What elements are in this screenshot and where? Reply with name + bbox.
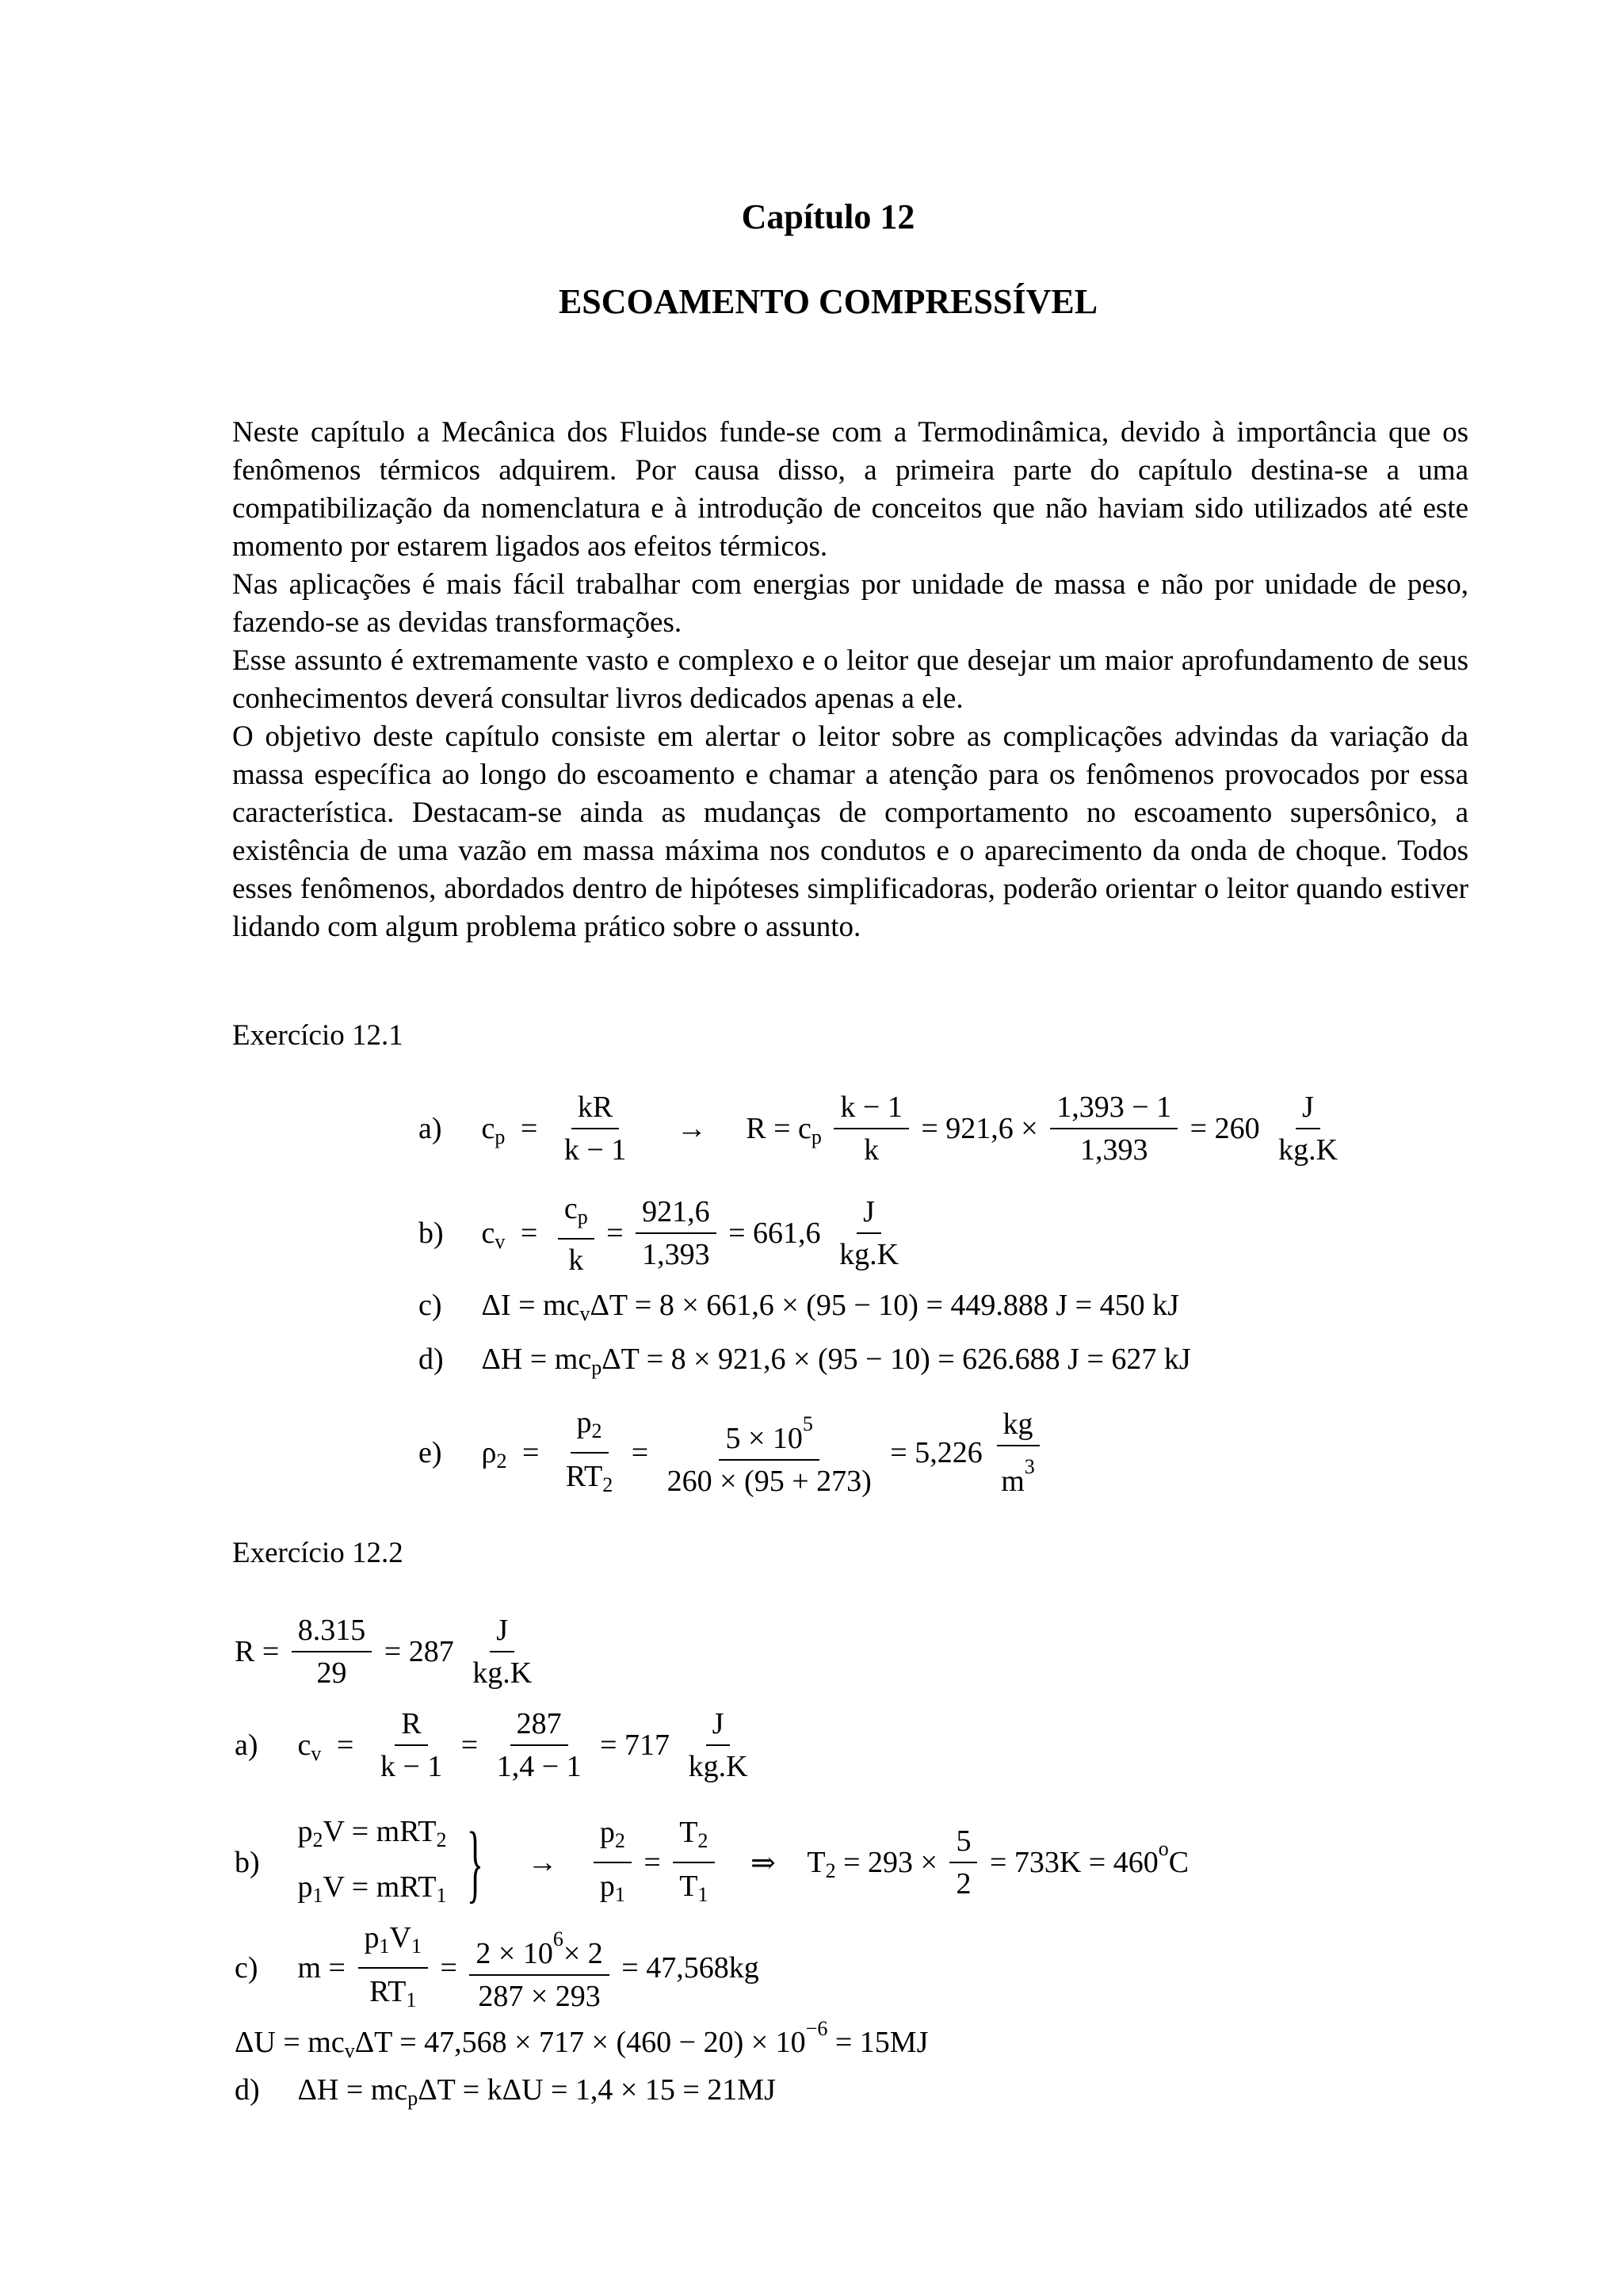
eq-text: m [1001,1464,1025,1498]
eq-text: × 2 [563,1936,603,1970]
denominator: 1,4 − 1 [496,1750,582,1783]
fraction [594,1813,632,1912]
numerator: J [857,1194,881,1234]
eq-symbol: T [679,1870,698,1904]
eq-text: V = mRT [323,1870,437,1904]
eq-symbol: p [599,1816,615,1850]
eq-text: V = mRT [323,1815,437,1849]
eq-operator: = [643,1846,661,1879]
eq-subscript: p [577,1205,588,1228]
eq-operator: = [631,1436,649,1469]
numerator [594,1813,632,1863]
eq-result: = 15MJ [834,2026,929,2060]
eq-superscript: −6 [805,2017,828,2040]
eq-subscript: v [579,1302,590,1325]
denominator: k [568,1244,584,1277]
exercise-12-1-label: Exercício 12.1 [232,1019,403,1052]
ex2-equation-d [235,2070,776,2111]
intro-paragraph-1: Neste capítulo a Mecânica dos Fluidos funde-se com a Termodinâmica, devido à importância que os fenômenos térmicos adquirem. Por causa disso, a primeira parte do capítulo destina-se a uma compatibilização da nomenclatura e à introdução de conceitos que não haviam sido utilizados até este momento por estarem ligados aos efeitos térmicos. [232,416,1468,563]
eq-text: ΔT = 8 × 661,6 × (95 − 10) = 449.888 J = 450 kJ [590,1289,1179,1323]
denominator: 2 [956,1867,972,1901]
eq-text: 5 × 10 [725,1421,803,1455]
ex1-equation-c [418,1286,1179,1326]
eq-subscript: 2 [602,1473,613,1496]
denominator: 1,393 [1079,1133,1148,1167]
numerator: 8.315 [292,1613,372,1652]
eq-text: R = [235,1635,280,1668]
eq-superscript: 6 [552,1927,563,1951]
item-label: a) [418,1112,442,1145]
intro-text [232,414,1468,946]
degree-superscript: o [1158,1836,1169,1860]
unit-fraction [833,1194,905,1272]
item-label: b) [418,1217,444,1250]
arrow-icon: → [676,1112,707,1145]
eq-symbol: p [599,1870,615,1904]
eq-superscript: 5 [802,1412,813,1436]
eq-symbol: c [297,1729,311,1762]
denominator: 287 × 293 [478,1979,601,2013]
fraction [292,1613,372,1690]
numerator [571,1403,609,1454]
numerator [358,1918,428,1969]
numerator [673,1813,714,1863]
eq-symbol: c [481,1112,495,1145]
item-label: a) [235,1729,258,1762]
fraction [949,1824,977,1901]
ex2-equation-du [235,2017,928,2063]
eq-text: R = c [746,1112,812,1145]
unit-fraction [682,1706,754,1784]
eq-subscript: 1 [436,1884,447,1907]
eq-text: C [1168,1846,1190,1879]
item-label: c) [418,1289,442,1323]
fraction [834,1090,908,1167]
denominator: kg.K [688,1750,748,1783]
eq-text: ΔT = 8 × 921,6 × (95 − 10) = 626.688 J = 627 kJ [601,1343,1191,1377]
eq-symbol: T [807,1846,826,1879]
eq-text: = 293 × [843,1846,938,1879]
ex2-equation-a [235,1706,759,1784]
eq-symbol: p [364,1921,380,1955]
eq-symbol: ρ [481,1436,497,1469]
numerator: 921,6 [636,1194,716,1234]
item-label: d) [235,2073,260,2107]
fraction [358,1918,428,2018]
brace-icon: } [466,1814,483,1911]
eq-text: = 921,6 × [921,1112,1038,1145]
item-label: c) [235,1951,258,1985]
numerator: R [395,1706,427,1746]
eq-subscript: 1 [614,1883,625,1906]
eq-subscript: v [311,1741,322,1765]
eq-symbol: RT [369,1975,407,2009]
numerator: J [706,1706,731,1746]
fraction [374,1706,449,1784]
numerator: 1,393 − 1 [1050,1090,1178,1129]
eq-subscript: 1 [379,1935,390,1958]
ex2-equation-b [235,1807,1189,1918]
eq-symbol: RT [565,1460,603,1494]
eq-result: = 260 [1190,1112,1260,1145]
eq-text: ΔI = mc [481,1289,580,1323]
chapter-subtitle: ESCOAMENTO COMPRESSÍVEL [558,282,1098,321]
eq-result: = 47,568kg [621,1951,759,1985]
eq-subscript: 1 [406,1988,417,2011]
ex1-equation-a [418,1090,1349,1167]
numerator: 287 [510,1706,568,1746]
unit-fraction [466,1613,538,1690]
eq-subscript: 2 [591,1419,602,1442]
eq-subscript: 2 [496,1449,507,1473]
fraction [673,1813,714,1912]
eq-text: m = [297,1951,346,1985]
numerator [558,1189,594,1240]
fraction [559,1403,619,1503]
equation-system [298,1807,447,1918]
ex1-equation-d [418,1339,1191,1380]
denominator [594,1863,632,1912]
denominator [559,1454,619,1503]
eq-result: = 5,226 [890,1436,983,1469]
numerator: kg [997,1407,1040,1446]
arrow-icon: → [527,1846,558,1879]
eq-operator: = [336,1729,354,1762]
denominator: k − 1 [563,1133,627,1167]
fraction [661,1407,878,1498]
eq-symbol: c [563,1192,578,1226]
unit-fraction [1272,1090,1344,1167]
denominator: kg.K [472,1656,533,1690]
ex2-equation-c [235,1918,759,2018]
eq-subscript: p [811,1125,822,1148]
implies-icon: ⇒ [750,1846,776,1880]
eq-text: ΔH = mc [297,2073,408,2107]
eq-subscript: 2 [436,1828,447,1851]
eq-subscript: 2 [312,1828,323,1851]
denominator [673,1863,714,1912]
fraction [636,1194,716,1272]
fraction [469,1922,609,2013]
denominator [995,1446,1041,1498]
eq-symbol: V [389,1921,411,1955]
denominator: k [864,1133,880,1167]
eq-subscript: 1 [411,1935,422,1958]
denominator [363,1969,422,2018]
eq-text: ΔT = 47,568 × 717 × (460 − 20) × 10 [354,2026,806,2060]
eq-symbol: T [679,1816,698,1850]
numerator [469,1922,609,1975]
eq-result: = 733K = 460 [989,1846,1159,1879]
eq-subscript: v [495,1229,506,1253]
ex1-equation-b [418,1189,910,1278]
numerator: J [1296,1090,1320,1129]
denominator: kg.K [1278,1133,1338,1167]
chapter-title: Capítulo 12 [741,197,915,236]
ex2-equation-r [235,1613,543,1690]
eq-text: ΔH = mc [481,1343,592,1377]
numerator [719,1407,819,1460]
item-label: e) [418,1436,442,1469]
eq-superscript: 3 [1024,1455,1035,1479]
eq-operator: = [606,1217,624,1250]
fraction [558,1090,632,1167]
eq-result: = 661,6 [728,1217,821,1250]
fraction [558,1189,594,1278]
denominator: k − 1 [380,1750,443,1783]
eq-subscript: p [407,2087,418,2110]
intro-paragraph-3: Esse assunto é extremamente vasto e complexo e o leitor que desejar um maior aprofundamento de seus conhecimentos deverá consultar livros dedicados apenas a ele. [232,644,1468,715]
system-line-1 [298,1807,447,1862]
eq-subscript: p [495,1125,506,1148]
eq-subscript: p [591,1356,602,1379]
eq-operator: = [440,1951,457,1985]
eq-subscript: 2 [825,1859,836,1882]
numerator: k − 1 [834,1090,908,1129]
fraction [1050,1090,1178,1167]
eq-operator: = [520,1217,538,1250]
item-label: d) [418,1343,444,1377]
eq-subscript: 1 [697,1883,708,1906]
eq-result: = 287 [384,1635,454,1668]
eq-subscript: v [344,2039,355,2062]
exercise-12-2-label: Exercício 12.2 [232,1537,403,1569]
intro-paragraph-4: O objetivo deste capítulo consiste em alertar o leitor sobre as complicações advindas da variação da massa específica ao longo do escoamento e chamar a atenção para os fenômenos provocados por essa característica. Destacam-se ainda as mudanças de comportamento no escoamento supersônico, a existência de uma vazão em massa máxima nos condutos e o aparecimento da onda de choque. Todos esses fenômenos, abordados dentro de hipóteses simplificadoras, poderão orientar o leitor quando estiver lidando com algum problema prático sobre o assunto. [232,720,1468,943]
eq-subscript: 2 [697,1829,708,1852]
eq-operator: = [521,1436,540,1469]
intro-paragraph-2: Nas aplicações é mais fácil trabalhar com energias por unidade de massa e não por unidade de peso, fazendo-se as devidas transformações. [232,568,1468,639]
eq-symbol: p [576,1406,592,1440]
eq-text: ΔT = kΔU = 1,4 × 15 = 21MJ [418,2073,776,2107]
eq-symbol: p [297,1870,313,1904]
eq-subscript: 2 [614,1829,625,1852]
ex1-equation-e [418,1403,1046,1503]
system-line-2 [298,1862,447,1918]
eq-operator: = [520,1112,538,1145]
fraction [491,1706,588,1784]
numerator: J [490,1613,514,1652]
eq-subscript: 1 [312,1884,323,1907]
numerator: 5 [949,1824,977,1863]
eq-result: = 717 [600,1729,670,1762]
unit-fraction [995,1407,1041,1498]
denominator: 1,393 [642,1238,710,1271]
numerator: kR [571,1090,619,1129]
eq-text: ΔU = mc [235,2026,345,2060]
eq-symbol: p [297,1815,313,1849]
eq-text: 2 × 10 [475,1936,553,1970]
denominator: 29 [316,1656,347,1690]
item-label: b) [235,1846,260,1879]
eq-symbol: c [481,1217,495,1250]
denominator: 260 × (95 + 273) [666,1464,872,1498]
eq-operator: = [460,1729,479,1762]
denominator: kg.K [839,1238,899,1271]
